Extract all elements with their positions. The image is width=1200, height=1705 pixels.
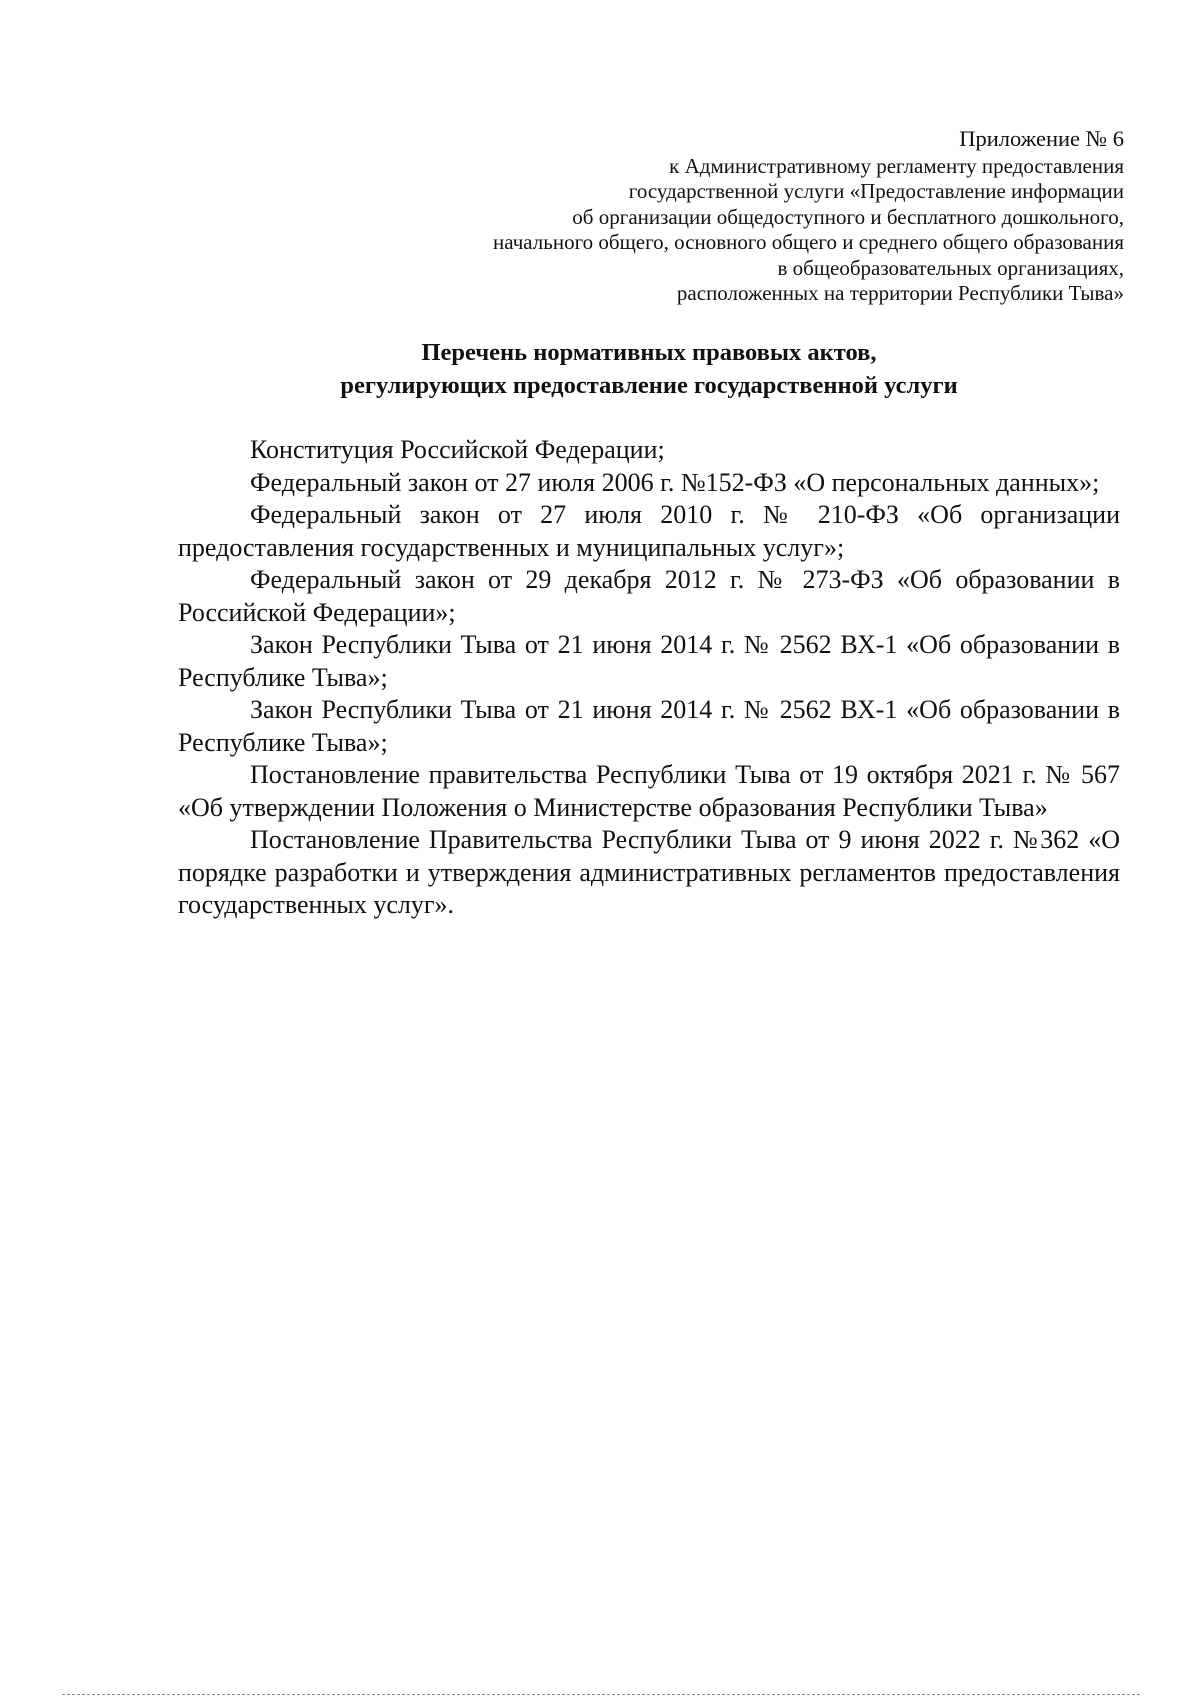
act-item: Федеральный закон от 27 июля 2010 г. № 210-ФЗ «Об организации предоставления государственных и муниципальных услуг»; [178,500,1120,562]
appendix-line: к Административному регламенту предоставления [669,153,1124,178]
appendix-line: в общеобразовательных организациях, [777,255,1124,280]
act-item: Постановление правительства Республики Тыва от 19 октября 2021 г. № 567 «Об утверждении Положения о Министерстве образования Республики Тыва» [178,760,1120,822]
appendix-line: начального общего, основного общего и среднего общего образования [492,230,1124,254]
act-item: Закон Республики Тыва от 21 июня 2014 г. № 2562 ВХ-1 «Об образовании в Республике Тыва»; [178,695,1120,757]
acts-list [178,434,1120,922]
act-item: Федеральный закон от 29 декабря 2012 г. № 273-ФЗ «Об образовании в Российской Федерации»; [178,565,1120,627]
document-title [178,336,1120,402]
act-item: Закон Республики Тыва от 21 июня 2014 г. № 2562 ВХ-1 «Об образовании в Республике Тыва»; [178,630,1120,692]
appendix-line: государственной услуги «Предоставление информации [628,179,1124,203]
act-item: Конституция Российской Федерации; [250,435,665,464]
appendix-header [304,126,1124,307]
title-line: Перечень нормативных правовых актов, [421,339,877,366]
page-bottom-divider [62,1694,1140,1695]
act-item: Постановление Правительства Республики Тыва от 9 июня 2022 г. №362 «О порядке разработки и утверждения административных регламентов предоставления государственных услуг». [178,825,1120,919]
act-item: Федеральный закон от 27 июля 2006 г. №152-ФЗ «О персональных данных»; [250,467,1100,497]
appendix-line: расположенных на территории Республики Тыва» [676,281,1124,305]
appendix-line: об организации общедоступного и бесплатного дошкольного, [572,204,1124,229]
appendix-number: Приложение № 6 [959,126,1124,151]
title-line: регулирующих предоставление государственной услуги [340,372,958,399]
